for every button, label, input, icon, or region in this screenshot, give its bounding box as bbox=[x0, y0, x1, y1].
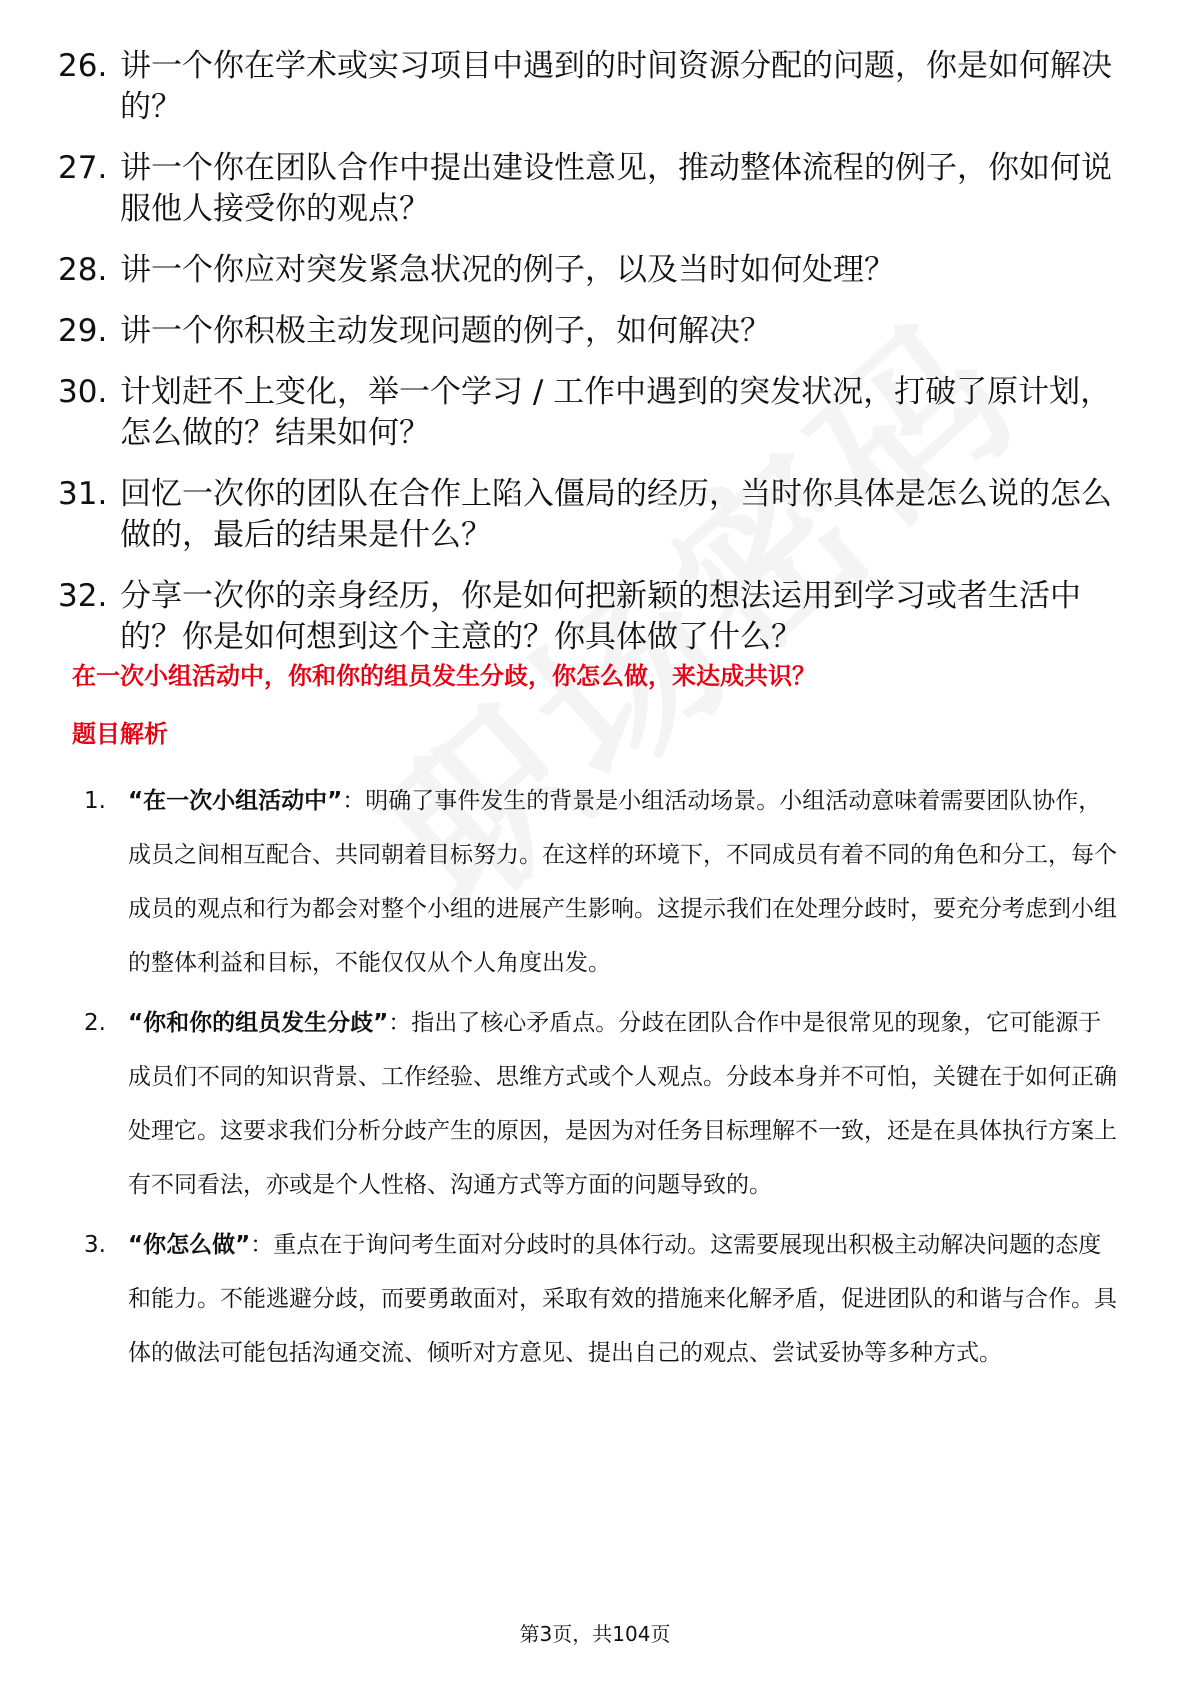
question-text: 讲一个你应对突发紧急状况的例子，以及当时如何处理？ bbox=[120, 252, 895, 288]
question-text: 讲一个你在团队合作中提出建设性意见，推动整体流程的例子，你如何说服他人接受你的观点？ bbox=[120, 150, 1112, 227]
analysis-paragraph bbox=[128, 1218, 1124, 1380]
item-number: 31. bbox=[58, 476, 108, 512]
analysis-title: 题目解析 bbox=[72, 720, 168, 748]
analysis-text: ：明确了事件发生的背景是小组活动场景。小组活动意味着需要团队协作，成员之间相互配合、共同朝着目标努力。在这样的环境下，不同成员有着不同的角色和分工，每个成员的观点和行为都会对整个小组的进展产生影响。这提示我们在处理分歧时，要充分考虑到小组的整体利益和目标，不能仅仅从个人角度出发。 bbox=[128, 788, 1117, 976]
question-text: 讲一个你积极主动发现问题的例子，如何解决？ bbox=[120, 313, 771, 349]
list-item bbox=[58, 372, 1128, 454]
analysis-list bbox=[84, 774, 1124, 1386]
item-number: 1. bbox=[84, 788, 106, 814]
item-number: 30. bbox=[58, 374, 108, 410]
page-footer: 第3页，共104页 bbox=[519, 1622, 671, 1646]
list-item bbox=[58, 576, 1128, 658]
item-number: 32. bbox=[58, 578, 108, 614]
item-number: 27. bbox=[58, 150, 108, 186]
question-text: 回忆一次你的团队在合作上陷入僵局的经历，当时你具体是怎么说的怎么做的，最后的结果是什么？ bbox=[120, 476, 1112, 553]
question-list bbox=[58, 46, 1128, 678]
item-number: 29. bbox=[58, 313, 108, 349]
list-item bbox=[58, 474, 1128, 556]
question-text: 计划赶不上变化，举一个学习 / 工作中遇到的突发状况，打破了原计划，怎么做的？结果如何？ bbox=[120, 374, 1112, 451]
analysis-paragraph bbox=[128, 996, 1124, 1212]
item-number: 26. bbox=[58, 48, 108, 84]
list-item bbox=[84, 1218, 1124, 1380]
analysis-term: “在一次小组活动中” bbox=[128, 788, 343, 814]
list-item bbox=[84, 996, 1124, 1212]
item-number: 3. bbox=[84, 1232, 106, 1258]
analysis-text: ：指出了核心矛盾点。分歧在团队合作中是很常见的现象，它可能源于成员们不同的知识背景、工作经验、思维方式或个人观点。分歧本身并不可怕，关键在于如何正确处理它。这要求我们分析分歧产生的原因，是因为对任务目标理解不一致，还是在具体执行方案上有不同看法，亦或是个人性格、沟通方式等方面的问题导致的。 bbox=[128, 1010, 1117, 1198]
list-item bbox=[58, 148, 1128, 230]
analysis-paragraph bbox=[128, 774, 1124, 990]
analysis-text: ：重点在于询问考生面对分歧时的具体行动。这需要展现出积极主动解决问题的态度和能力。不能逃避分歧，而要勇敢面对，采取有效的措施来化解矛盾，促进团队的和谐与合作。具体的做法可能包括沟通交流、倾听对方意见、提出自己的观点、尝试妥协等多种方式。 bbox=[128, 1232, 1117, 1366]
list-item bbox=[58, 250, 1128, 291]
analysis-term: “你怎么做” bbox=[128, 1232, 251, 1258]
item-number: 2. bbox=[84, 1010, 106, 1036]
analysis-term: “你和你的组员发生分歧” bbox=[128, 1010, 389, 1036]
item-number: 28. bbox=[58, 252, 108, 288]
question-text: 讲一个你在学术或实习项目中遇到的时间资源分配的问题，你是如何解决的？ bbox=[120, 48, 1112, 125]
list-item bbox=[84, 774, 1124, 990]
list-item bbox=[58, 46, 1128, 128]
question-text: 分享一次你的亲身经历，你是如何把新颖的想法运用到学习或者生活中的？你是如何想到这个主意的？你具体做了什么？ bbox=[120, 578, 1081, 655]
list-item bbox=[58, 311, 1128, 352]
featured-question-heading: 在一次小组活动中，你和你的组员发生分歧，你怎么做，来达成共识？ bbox=[72, 662, 816, 690]
